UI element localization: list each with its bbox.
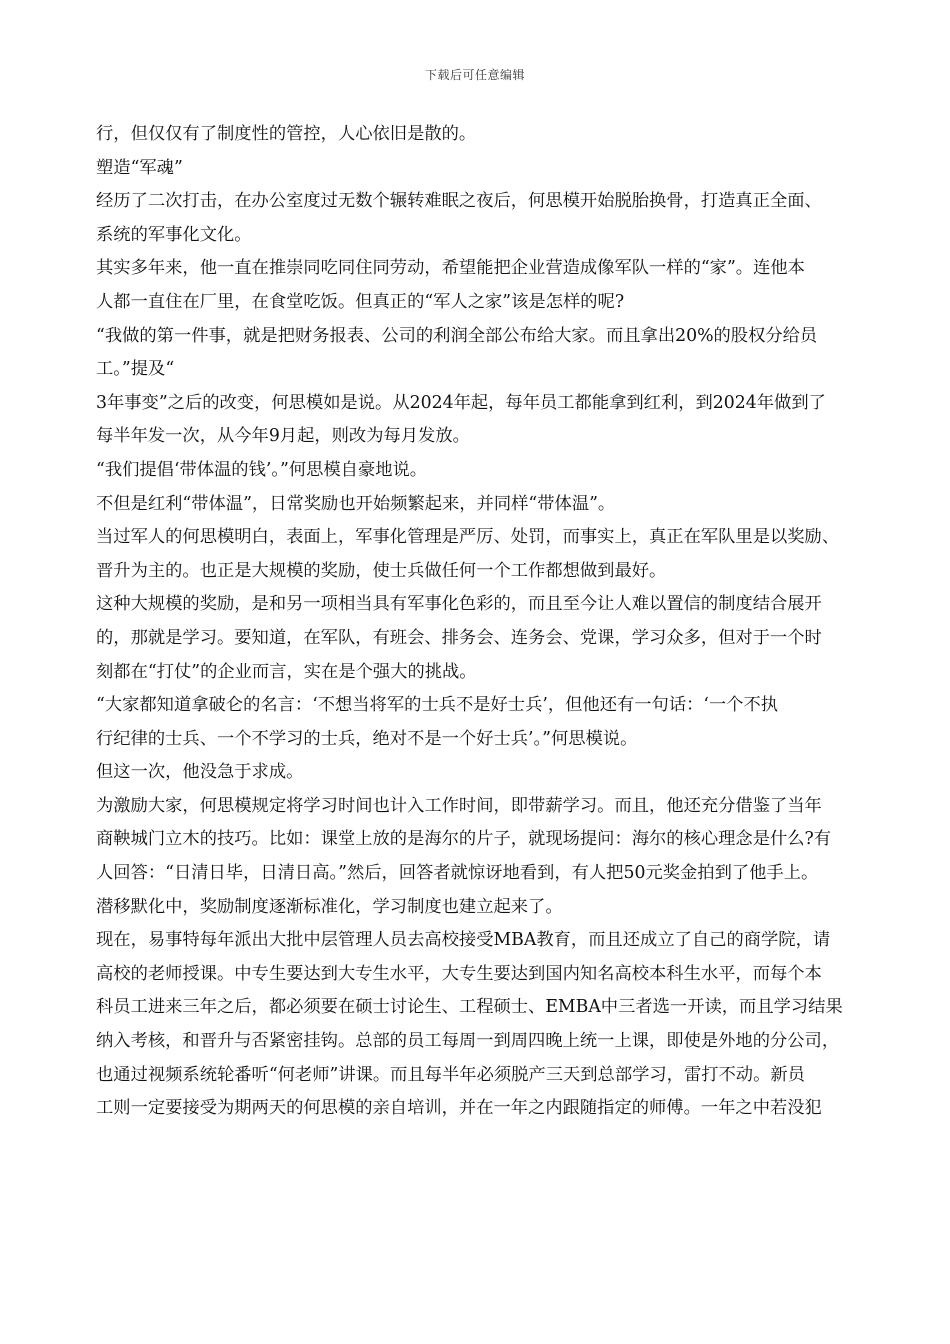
text-line: 人回答：“日清日毕，日清日高。”然后，回答者就惊讶地看到，有人把50元奖金拍到了他手上。 — [96, 863, 819, 884]
article-body — [96, 118, 886, 1126]
text-line: 的，那就是学习。要知道，在军队，有班会、排务会、连务会、党课，学习众多，但对于一个时 — [96, 627, 822, 648]
text-line: 行，但仅仅有了制度性的管控，人心依旧是散的。 — [96, 124, 477, 144]
text-line: 商鞅城门立木的技巧。比如：课堂上放的是海尔的片子，就现场提问：海尔的核心理念是什么?有 — [96, 829, 832, 850]
text-line: 当过军人的何思模明白，表面上，军事化管理是严厉、处罚，而事实上，真正在军队里是以奖励、 — [96, 527, 840, 548]
text-line: 3年事变”之后的改变，何思模如是说。从2024年起，每年员工都能拿到红利，到2024年做到了 — [96, 392, 826, 413]
text-line: 每半年发一次，从今年9月起，则改为每月发放。 — [96, 426, 470, 447]
page-header: 下载后可任意编辑 — [424, 68, 525, 82]
text-line: 工则一定要接受为期两天的何思模的亲自培训，并在一年之内跟随指定的师傅。一年之中若没犯 — [96, 1098, 822, 1119]
text-line: 人都一直住在厂里，在食堂吃饭。但真正的“军人之家”该是怎样的呢? — [96, 291, 625, 312]
text-line: 但这一次，他没急于求成。 — [96, 762, 304, 783]
text-line: 潜移默化中，奖励制度逐渐标准化，学习制度也建立起来了。 — [96, 896, 563, 917]
text-line: 科员工进来三年之后，都必须要在硕士讨论生、工程硕士、EMBA中三者选一开读，而且学习结果 — [96, 997, 843, 1018]
text-line: 纳入考核，和晋升与否紧密挂钩。总部的员工每周一到周四晚上统一上课，即使是外地的分公司， — [96, 1031, 840, 1052]
text-line: 这种大规模的奖励，是和另一项相当具有军事化色彩的，而且至今让人难以置信的制度结合展开 — [96, 594, 822, 615]
text-line: 塑造“军魂” — [96, 157, 183, 178]
text-line: 不但是红利“带体温”，日常奖励也开始频繁起来，并同样“带体温”。 — [96, 493, 616, 514]
text-line: 也通过视频系统轮番听“何老师”讲课。而且每半年必须脱产三天到总部学习，雷打不动。新员 — [96, 1064, 805, 1085]
text-line: 高校的老师授课。中专生要达到大专生水平，大专生要达到国内知名高校本科生水平，而每个本 — [96, 963, 822, 984]
text-line: 其实多年来，他一直在推崇同吃同住同劳动，希望能把企业营造成像军队一样的“家”。连他本 — [96, 258, 805, 279]
text-line: 晋升为主的。也正是大规模的奖励，使士兵做任何一个工作都想做到最好。 — [96, 560, 667, 581]
text-line: 经历了二次打击，在办公室度过无数个辗转难眠之夜后，何思模开始脱胎换骨，打造真正全面、 — [96, 191, 822, 212]
text-line: “大家都知道拿破仑的名言：‘不想当将军的士兵不是好士兵’，但他还有一句话：‘一个不执 — [96, 695, 779, 716]
text-line: 为激励大家，何思模规定将学习时间也计入工作时间，即带薪学习。而且，他还充分借鉴了当年 — [96, 795, 822, 816]
text-line: 刻都在“打仗”的企业而言，实在是个强大的挑战。 — [96, 661, 477, 682]
text-line: 现在，易事特每年派出大批中层管理人员去高校接受MBA教育，而且还成立了自己的商学院，请 — [96, 930, 831, 951]
text-line: “我们提倡‘带体温的钱’。”何思模自豪地说。 — [96, 459, 428, 480]
text-line: 工。”提及“ — [96, 359, 175, 380]
text-line: 行纪律的士兵、一个不学习的士兵，绝对不是一个好士兵’。”何思模说。 — [96, 728, 638, 749]
text-line: “我做的第一件事，就是把财务报表、公司的利润全部公布给大家。而且拿出20%的股权分给员 — [96, 325, 818, 346]
text-line: 系统的军事化文化。 — [96, 224, 252, 245]
